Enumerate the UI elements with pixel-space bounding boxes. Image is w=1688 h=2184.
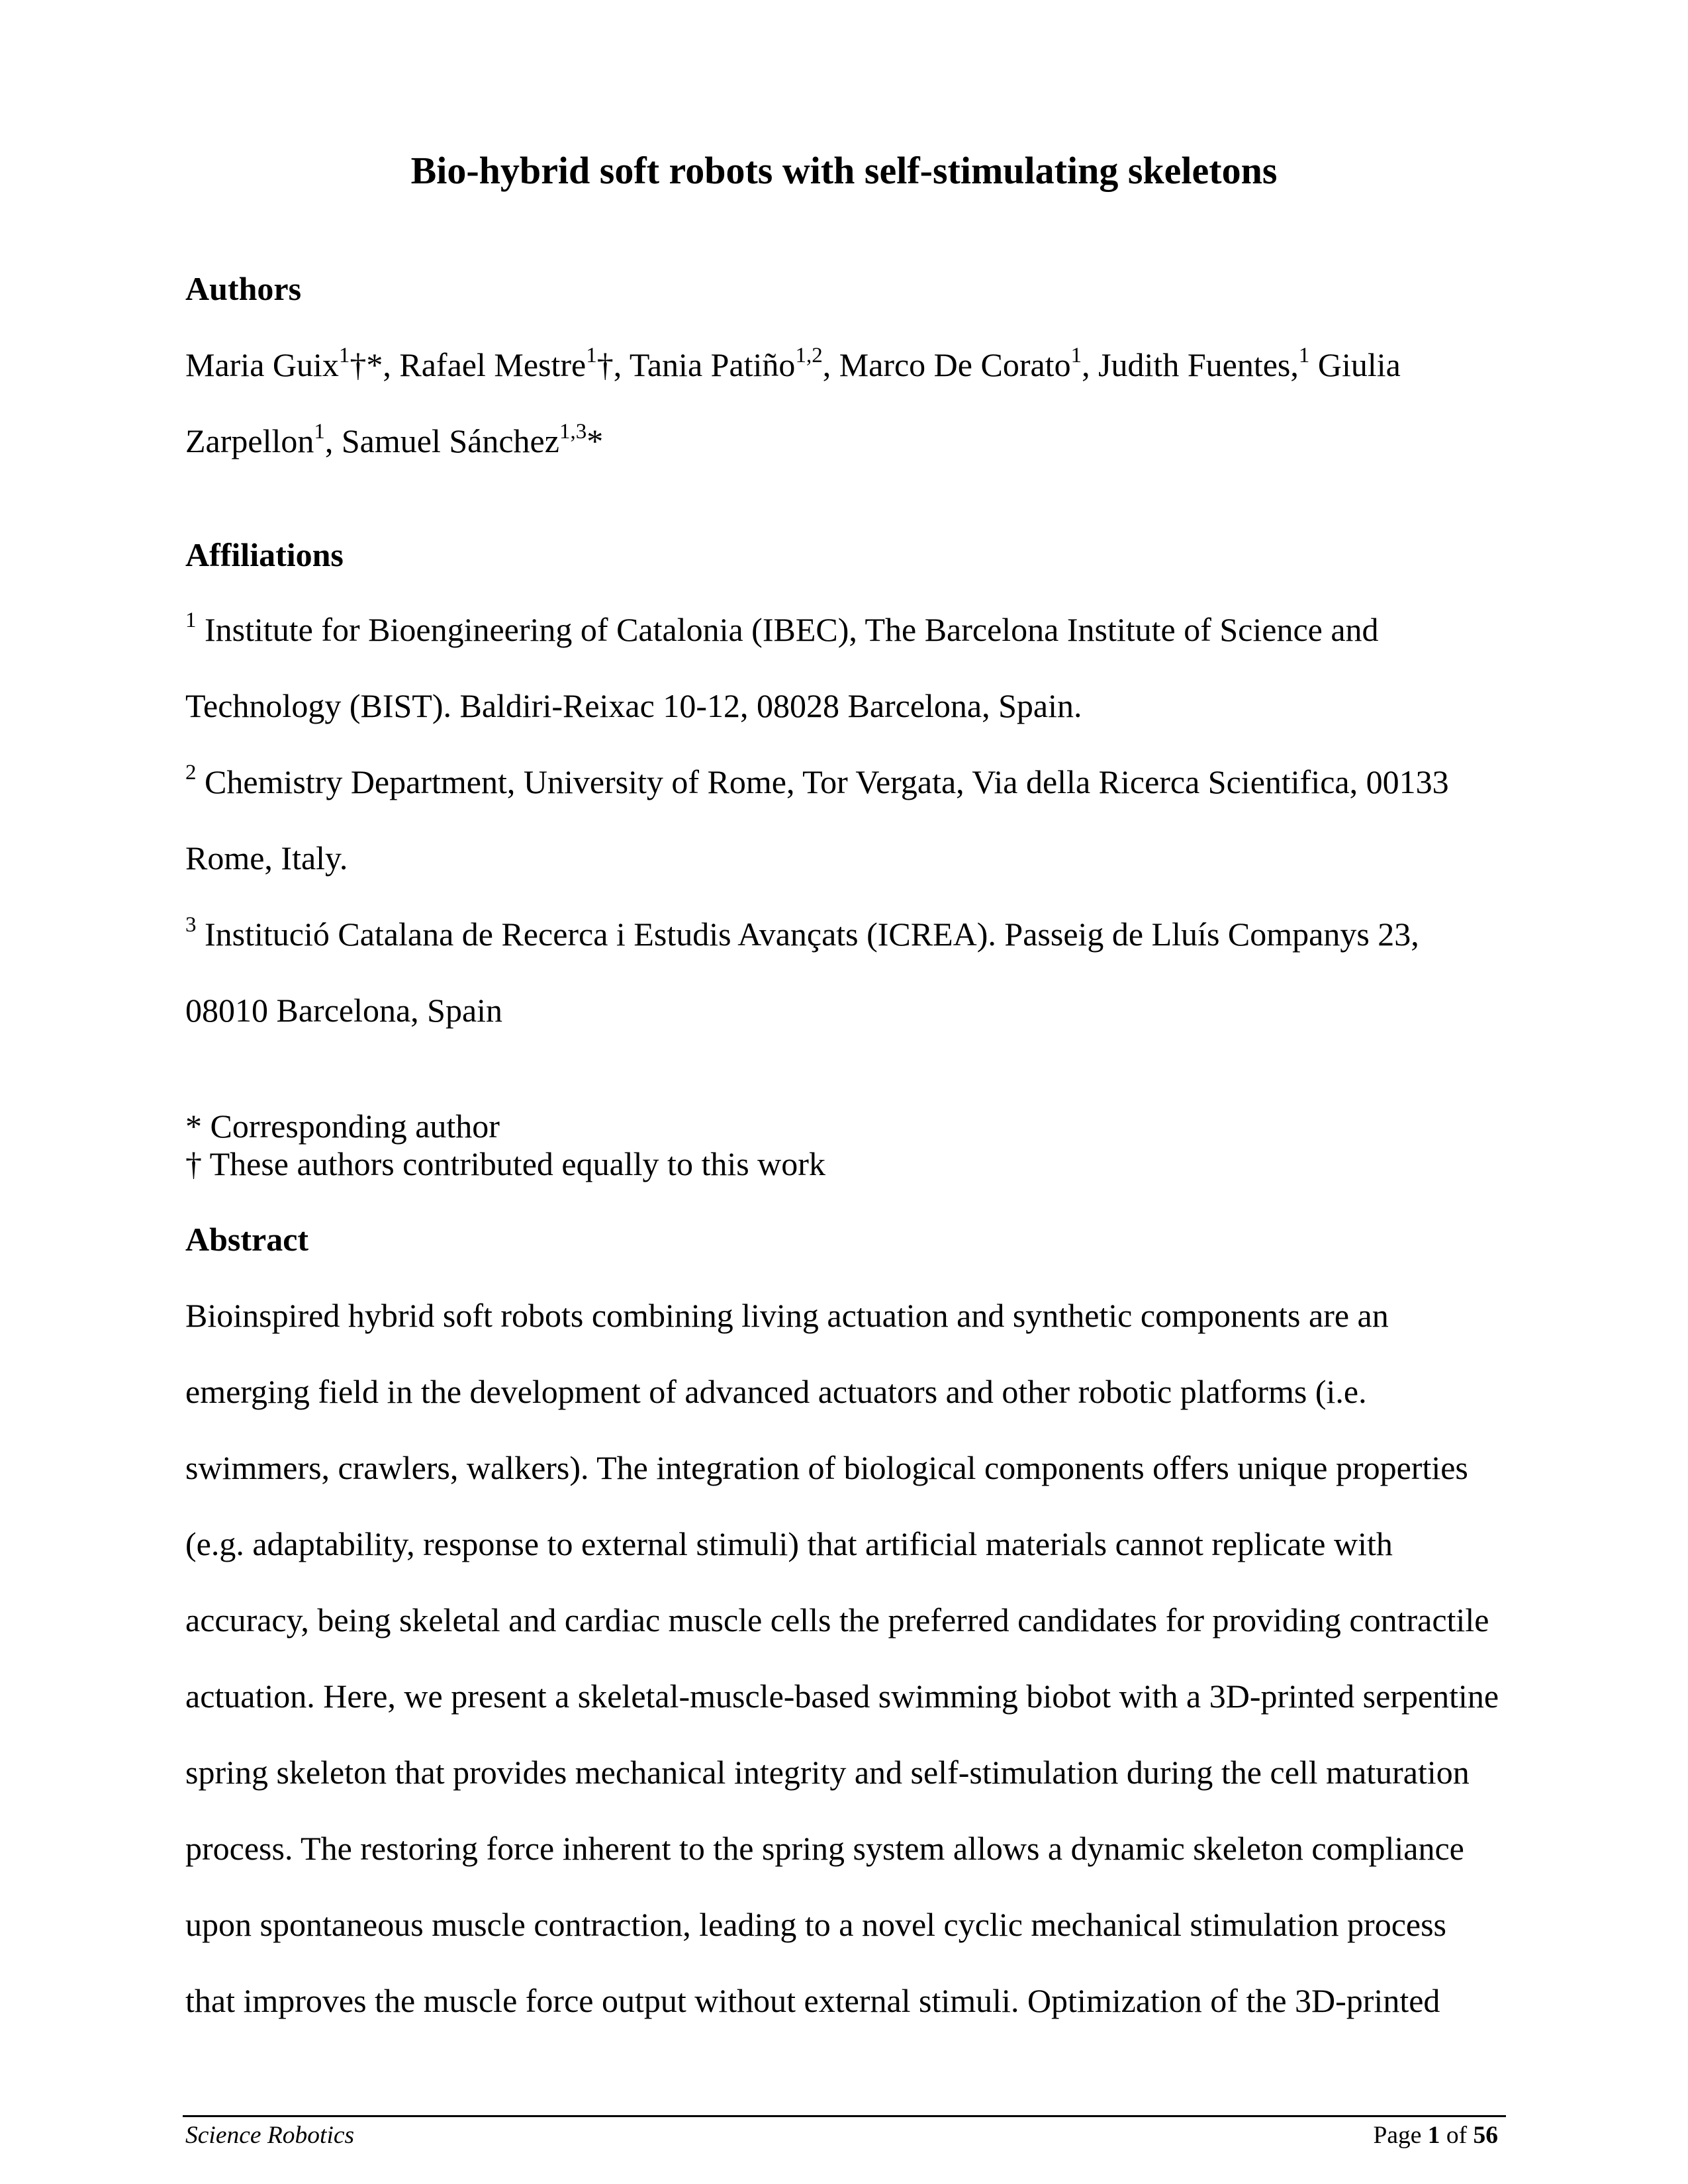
abstract-line: accuracy, being skeletal and cardiac muscle cells the preferred candidates for providing contractile [185, 1601, 1489, 1638]
abstract-line: swimmers, crawlers, walkers). The integration of biological components offers unique properties [185, 1449, 1468, 1486]
author-marks: , [324, 422, 342, 459]
author-marks: †*, [350, 346, 400, 383]
affiliation-number: 2 [185, 761, 197, 785]
authors-heading: Authors [185, 270, 302, 307]
author-name: Marco De Corato [839, 346, 1071, 383]
author-name: Maria Guix [185, 346, 339, 383]
corresponding-author-note: * Corresponding author [185, 1108, 500, 1145]
abstract-line: actuation. Here, we present a skeletal-muscle-based swimming biobot with a 3D-printed serpentine [185, 1678, 1499, 1715]
author-marks: * [586, 422, 604, 459]
author-marks: †, [596, 346, 630, 383]
affiliation-2-line-2: Rome, Italy. [185, 839, 348, 877]
author-affiliation-sup: 1 [338, 344, 350, 368]
affiliation-3-line-1 [185, 913, 1419, 953]
author-marks: Giulia [1309, 346, 1401, 383]
author-list-line-2 [185, 420, 604, 459]
footer-journal-name: Science Robotics [185, 2122, 355, 2149]
affiliation-text: Chemistry Department, University of Rome, Tor Vergata, Via della Ricerca Scientifica, 00133 [196, 763, 1449, 800]
author-affiliation-sup: 1 [314, 420, 325, 444]
affiliation-2-line-1 [185, 761, 1449, 800]
abstract-line: upon spontaneous muscle contraction, leading to a novel cyclic mechanical stimulation process [185, 1906, 1447, 1943]
paper-title: Bio-hybrid soft robots with self-stimulating skeletons [410, 149, 1278, 192]
page-total: 56 [1473, 2122, 1498, 2149]
affiliations-heading: Affiliations [185, 536, 344, 573]
affiliation-text: Institució Catalana de Recerca i Estudis Avançats (ICREA). Passeig de Lluís Companys 23, [196, 916, 1419, 953]
author-list-line-1 [185, 344, 1401, 383]
author-name: Samuel Sánchez [341, 422, 559, 459]
affiliation-number: 3 [185, 913, 197, 937]
abstract-line: emerging field in the development of advanced actuators and other robotic platforms (i.e. [185, 1373, 1367, 1410]
abstract-heading: Abstract [185, 1221, 309, 1258]
abstract-line: process. The restoring force inherent to the spring system allows a dynamic skeleton compliance [185, 1830, 1464, 1867]
author-name: Judith Fuentes, [1098, 346, 1299, 383]
author-marks: , [822, 346, 839, 383]
affiliation-3-line-2: 08010 Barcelona, Spain [185, 992, 503, 1029]
footer-page-number [1373, 2123, 1498, 2148]
abstract-line: (e.g. adaptability, response to external stimuli) that artificial materials cannot replicate with [185, 1525, 1393, 1562]
page-prefix: Page [1373, 2122, 1428, 2149]
page-of: of [1440, 2122, 1474, 2149]
author-name: Zarpellon [185, 422, 314, 459]
affiliation-1-line-1 [185, 608, 1379, 648]
author-affiliation-sup: 1,2 [795, 344, 823, 368]
author-affiliation-sup: 1,3 [559, 420, 587, 444]
abstract-line: that improves the muscle force output without external stimuli. Optimization of the 3D-printed [185, 1982, 1440, 2019]
abstract-line: Bioinspired hybrid soft robots combining living actuation and synthetic components are an [185, 1297, 1389, 1334]
affiliation-1-line-2: Technology (BIST). Baldiri-Reixac 10-12, 08028 Barcelona, Spain. [185, 687, 1082, 724]
page-current: 1 [1427, 2122, 1440, 2149]
author-affiliation-sup: 1 [586, 344, 597, 368]
abstract-line: spring skeleton that provides mechanical integrity and self-stimulation during the cell maturation [185, 1754, 1470, 1791]
author-affiliation-sup: 1 [1298, 344, 1310, 368]
footer-divider [183, 2115, 1506, 2117]
author-marks: , [1082, 346, 1099, 383]
affiliation-text: Institute for Bioengineering of Catalonia (IBEC), The Barcelona Institute of Science and [196, 611, 1379, 648]
author-affiliation-sup: 1 [1070, 344, 1082, 368]
affiliation-number: 1 [185, 608, 197, 633]
equal-contribution-note: † These authors contributed equally to this work [185, 1145, 825, 1182]
author-name: Rafael Mestre [399, 346, 586, 383]
author-name: Tania Patiño [629, 346, 796, 383]
